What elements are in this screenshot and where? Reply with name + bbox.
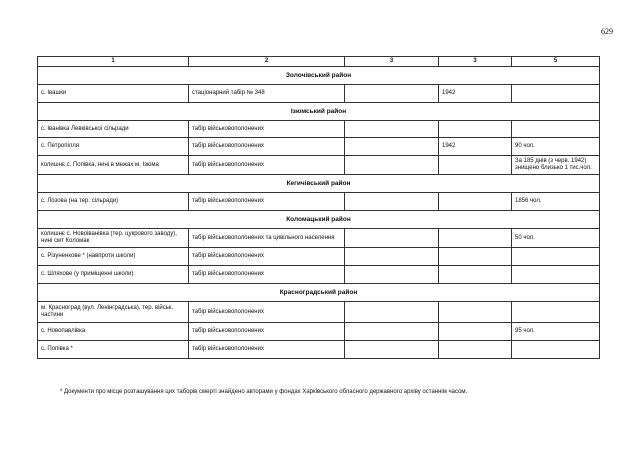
cell-c4: 1942	[439, 85, 512, 103]
cell-c4	[439, 193, 512, 211]
cell-place: с. Івашки	[38, 85, 189, 103]
cell-c3	[345, 341, 439, 359]
cell-c3	[345, 85, 439, 103]
region-row	[38, 103, 600, 121]
cell-camp: табір військовополонених	[189, 193, 345, 211]
region-row	[38, 67, 600, 85]
cell-victims	[512, 121, 600, 138]
column-header: 1	[38, 57, 189, 67]
cell-c4	[439, 302, 512, 323]
cell-place: м. Красноград (вул. Ленінградська), тер. військ. частини	[38, 302, 189, 323]
cell-c3	[345, 323, 439, 341]
cell-place: с. Петропілля	[38, 138, 189, 156]
table-row	[38, 138, 600, 156]
region-title: Красноградський район	[38, 284, 600, 302]
page-number: 629	[601, 27, 613, 36]
cell-c3	[345, 266, 439, 284]
region-title: Ізюмський район	[38, 103, 600, 121]
cell-place: с. Новопавлівка	[38, 323, 189, 341]
cell-victims	[512, 85, 600, 103]
region-title: Золочівський район	[38, 67, 600, 85]
table-row	[38, 193, 600, 211]
cell-camp: табір військовополонених	[189, 266, 345, 284]
cell-c3	[345, 302, 439, 323]
cell-victims: 90 чол.	[512, 138, 600, 156]
cell-place: с. Іванівка Левківської сільради	[38, 121, 189, 138]
cell-c4	[439, 341, 512, 359]
table-row	[38, 341, 600, 359]
cell-camp: табір військовополонених	[189, 138, 345, 156]
cell-place: с. Шляхове (у приміщенні школи)	[38, 266, 189, 284]
footnote: * Документи про місце розташування цих таборів смерті знайдено авторами у фондах Харківського обласного державного архіву останнім часом.	[60, 389, 468, 395]
cell-c3	[345, 121, 439, 138]
cell-c3	[345, 248, 439, 266]
cell-victims: 1856 чол.	[512, 193, 600, 211]
column-header: 2	[189, 57, 345, 67]
cell-c3	[345, 138, 439, 156]
cell-camp: табір військовополонених	[189, 121, 345, 138]
region-row	[38, 211, 600, 229]
cell-place: с. Лозова (на тер. сільради)	[38, 193, 189, 211]
cell-place: с. Попівка *	[38, 341, 189, 359]
table-row	[38, 302, 600, 323]
column-header-row	[38, 57, 600, 67]
cell-camp: стаціонарний табір № 348	[189, 85, 345, 103]
cell-camp: табір військовополонених	[189, 156, 345, 175]
table-row	[38, 85, 600, 103]
column-header: 5	[512, 57, 600, 67]
cell-c4	[439, 156, 512, 175]
region-row	[38, 284, 600, 302]
column-header: 3	[345, 57, 439, 67]
cell-c4	[439, 248, 512, 266]
cell-c4: 1942	[439, 138, 512, 156]
camps-table	[37, 56, 600, 359]
cell-victims	[512, 266, 600, 284]
cell-c4	[439, 229, 512, 248]
cell-victims: За 185 днів (з черв. 1942) знищено близько 1 тис.чол.	[512, 156, 600, 175]
table-row	[38, 229, 600, 248]
table-row	[38, 121, 600, 138]
cell-camp: табір військовополонених та цивільного населення	[189, 229, 345, 248]
cell-victims	[512, 302, 600, 323]
cell-camp: табір військовополонених	[189, 341, 345, 359]
cell-c4	[439, 266, 512, 284]
cell-c3	[345, 193, 439, 211]
cell-place: с. Різуненкове * (навпроти школи)	[38, 248, 189, 266]
region-row	[38, 175, 600, 193]
table-row	[38, 266, 600, 284]
cell-victims: 50 чол.	[512, 229, 600, 248]
cell-place: колишнє с. Попівка, нині в межах м. Ізюма	[38, 156, 189, 175]
cell-camp: табір військовополонених	[189, 323, 345, 341]
cell-c3	[345, 156, 439, 175]
table-row	[38, 156, 600, 175]
region-title: Кегичівський район	[38, 175, 600, 193]
cell-victims	[512, 248, 600, 266]
cell-place: колишнє с. Новоіванівка (тер. цукрового заводу), нині смт Коломак	[38, 229, 189, 248]
table-row	[38, 248, 600, 266]
cell-victims: 95 чол.	[512, 323, 600, 341]
column-header: 3	[439, 57, 512, 67]
cell-camp: табір військовополонених	[189, 302, 345, 323]
region-title: Коломацький район	[38, 211, 600, 229]
cell-c4	[439, 323, 512, 341]
cell-victims	[512, 341, 600, 359]
table-row	[38, 323, 600, 341]
cell-camp: табір військовополонених	[189, 248, 345, 266]
cell-c3	[345, 229, 439, 248]
cell-c4	[439, 121, 512, 138]
